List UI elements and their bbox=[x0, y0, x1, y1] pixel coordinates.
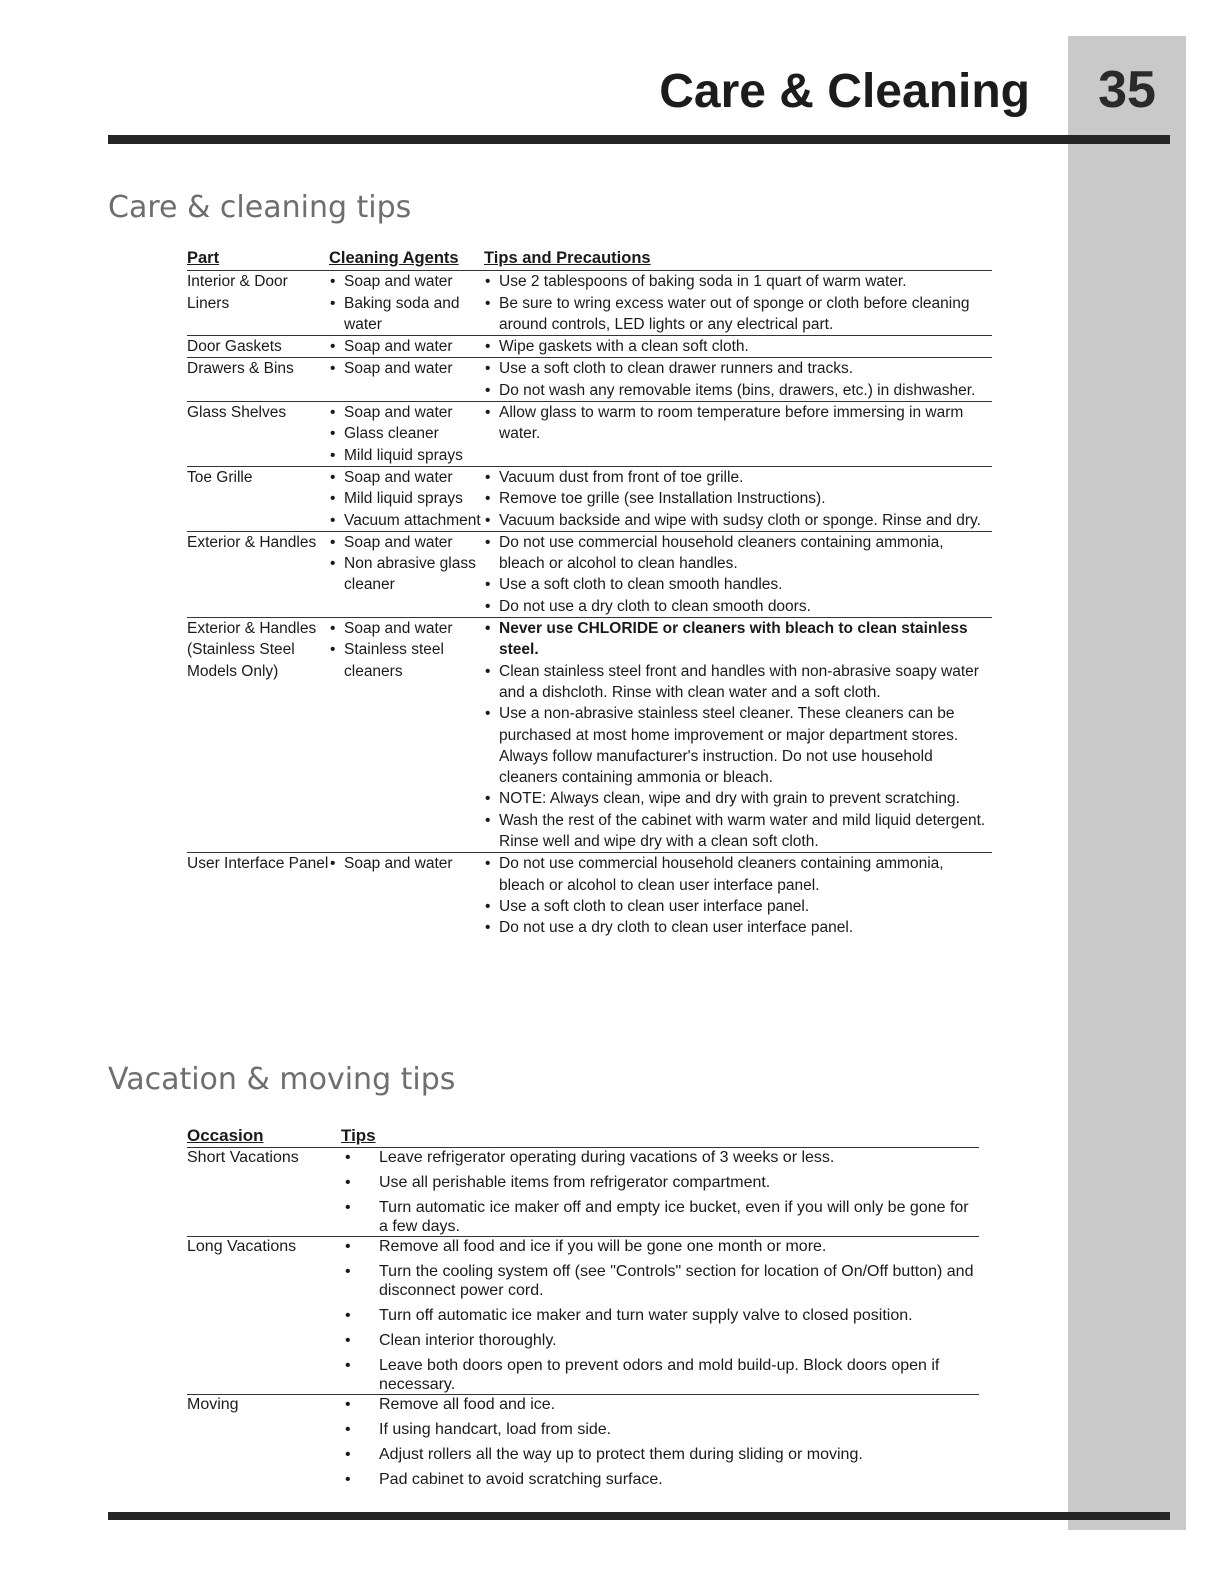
agent-item: • Stainless steel cleaners bbox=[329, 639, 484, 682]
agents-cell bbox=[329, 618, 484, 853]
table-row bbox=[187, 271, 992, 336]
tips-list bbox=[484, 358, 992, 401]
page-number: 35 bbox=[1098, 61, 1156, 119]
agents-cell bbox=[329, 466, 484, 531]
part-cell: Exterior & Handles bbox=[187, 531, 329, 617]
agent-item: • Soap and water bbox=[329, 336, 484, 357]
tip-item: • Be sure to wring excess water out of sponge or cloth before cleaning around controls, LED lights or any electrical part. bbox=[484, 293, 992, 336]
tip-item: • Do not use commercial household cleaners containing ammonia, bleach or alcohol to clean user interface panel. bbox=[484, 853, 992, 896]
column-header-part: Part bbox=[187, 248, 329, 271]
agents-cell bbox=[329, 853, 484, 939]
agents-list bbox=[329, 402, 484, 466]
agents-cell bbox=[329, 402, 484, 467]
tip-item: • Wash the rest of the cabinet with warm water and mild liquid detergent. Rinse well and wipe dry with a clean soft cloth. bbox=[484, 810, 992, 853]
tips-cell bbox=[341, 1237, 979, 1395]
tips-list bbox=[484, 853, 992, 938]
page-title: Care & Cleaning bbox=[659, 65, 1030, 118]
tips-list bbox=[484, 618, 992, 852]
occasion-cell: Short Vacations bbox=[187, 1148, 341, 1237]
tip-item: • Leave refrigerator operating during vacations of 3 weeks or less. bbox=[341, 1148, 979, 1167]
agent-item: • Mild liquid sprays bbox=[329, 445, 484, 466]
tips-cell bbox=[484, 853, 992, 939]
tip-item: • Clean interior thoroughly. bbox=[341, 1331, 979, 1350]
table-row bbox=[187, 358, 992, 402]
tips-list bbox=[341, 1148, 979, 1236]
column-header-occasion: Occasion bbox=[187, 1125, 341, 1148]
tip-item: • Turn off automatic ice maker and turn water supply valve to closed position. bbox=[341, 1306, 979, 1325]
agents-cell bbox=[329, 336, 484, 358]
agent-item: • Soap and water bbox=[329, 532, 484, 553]
agent-item: • Soap and water bbox=[329, 271, 484, 292]
tips-cell bbox=[484, 531, 992, 617]
tips-list bbox=[484, 271, 992, 335]
tips-list bbox=[341, 1395, 979, 1489]
agents-list bbox=[329, 532, 484, 596]
tip-item: • Use all perishable items from refrigerator compartment. bbox=[341, 1173, 979, 1192]
tips-cell bbox=[484, 466, 992, 531]
care-cleaning-table bbox=[187, 248, 992, 939]
tip-item: • Turn the cooling system off (see "Controls" section for location of On/Off button) and disconnect power cord. bbox=[341, 1262, 979, 1300]
agents-list bbox=[329, 618, 484, 682]
agents-cell bbox=[329, 271, 484, 336]
table-row bbox=[187, 466, 992, 531]
occasion-cell: Moving bbox=[187, 1396, 239, 1413]
agent-item: • Glass cleaner bbox=[329, 423, 484, 444]
agent-item: • Soap and water bbox=[329, 618, 484, 639]
part-cell: Door Gaskets bbox=[187, 336, 329, 358]
table-row bbox=[187, 531, 992, 617]
tip-item: • Adjust rollers all the way up to protect them during sliding or moving. bbox=[341, 1445, 979, 1464]
side-tab bbox=[1068, 36, 1186, 1530]
tip-item: • Remove all food and ice if you will be gone one month or more. bbox=[341, 1237, 979, 1256]
tips-cell bbox=[484, 336, 992, 358]
part-cell: Exterior & Handles (Stainless Steel Models Only) bbox=[187, 618, 329, 853]
table-row bbox=[187, 402, 992, 467]
tips-list bbox=[484, 467, 992, 531]
tip-item: • Use a soft cloth to clean smooth handles. bbox=[484, 574, 992, 595]
tips-list bbox=[484, 336, 992, 357]
agents-list bbox=[329, 467, 484, 531]
vacation-moving-table bbox=[187, 1125, 979, 1489]
table-row bbox=[187, 618, 992, 853]
agent-item: • Soap and water bbox=[329, 467, 484, 488]
part-cell: Glass Shelves bbox=[187, 402, 329, 467]
agent-item: • Soap and water bbox=[329, 853, 484, 874]
footer-rule bbox=[108, 1512, 1170, 1520]
part-cell: Drawers & Bins bbox=[187, 358, 329, 402]
agent-item: • Non abrasive glass cleaner bbox=[329, 553, 484, 596]
tips-cell bbox=[341, 1395, 979, 1490]
tip-item: • NOTE: Always clean, wipe and dry with grain to prevent scratching. bbox=[484, 788, 992, 809]
vacation-section-title: Vacation & moving tips bbox=[108, 1062, 456, 1097]
part-cell: Interior & Door Liners bbox=[187, 271, 329, 336]
agents-list bbox=[329, 358, 484, 379]
tips-list bbox=[484, 532, 992, 617]
table-row bbox=[187, 1395, 979, 1490]
agent-item: • Soap and water bbox=[329, 358, 484, 379]
tip-item: • Allow glass to warm to room temperature before immersing in warm water. bbox=[484, 402, 992, 445]
agent-item: • Mild liquid sprays bbox=[329, 488, 484, 509]
tip-item: • Pad cabinet to avoid scratching surface. bbox=[341, 1470, 979, 1489]
agents-list bbox=[329, 271, 484, 335]
agent-item: • Vacuum attachment bbox=[329, 510, 484, 531]
tip-item: • Leave both doors open to prevent odors and mold build-up. Block doors open if necessary. bbox=[341, 1356, 979, 1394]
part-cell: User Interface Panel bbox=[187, 855, 329, 873]
tips-list bbox=[484, 402, 992, 445]
agents-cell bbox=[329, 358, 484, 402]
tip-item: • Wipe gaskets with a clean soft cloth. bbox=[484, 336, 992, 357]
agent-item: • Soap and water bbox=[329, 402, 484, 423]
table-header-row bbox=[187, 248, 992, 271]
tips-cell bbox=[484, 618, 992, 853]
table-header-row bbox=[187, 1125, 979, 1148]
tip-item: • Use a soft cloth to clean drawer runners and tracks. bbox=[484, 358, 992, 379]
table-row bbox=[187, 853, 992, 939]
table-row bbox=[187, 336, 992, 358]
table-row bbox=[187, 1237, 979, 1395]
tips-cell bbox=[484, 358, 992, 402]
tip-item: • Do not use a dry cloth to clean smooth doors. bbox=[484, 596, 992, 617]
agents-cell bbox=[329, 531, 484, 617]
tips-cell bbox=[341, 1148, 979, 1237]
part-cell: Toe Grille bbox=[187, 466, 329, 531]
tips-cell bbox=[484, 271, 992, 336]
care-section-title: Care & cleaning tips bbox=[108, 190, 412, 225]
tip-item: • Use a non-abrasive stainless steel cleaner. These cleaners can be purchased at most home improvement or major department stores. Always follow manufacturer's instruction. Do not use household cleaners containing ammonia or bleach. bbox=[484, 703, 992, 788]
tip-item: • Vacuum backside and wipe with sudsy cloth or sponge. Rinse and dry. bbox=[484, 510, 992, 531]
tip-item: • Never use CHLORIDE or cleaners with bleach to clean stainless steel. bbox=[484, 618, 992, 661]
agent-item: • Baking soda and water bbox=[329, 293, 484, 336]
tip-item: • Do not wash any removable items (bins, drawers, etc.) in dishwasher. bbox=[484, 380, 992, 401]
tip-item: • Use 2 tablespoons of baking soda in 1 quart of warm water. bbox=[484, 271, 992, 292]
tip-item: • Do not use a dry cloth to clean user interface panel. bbox=[484, 917, 992, 938]
tip-item: • Remove all food and ice. bbox=[341, 1395, 979, 1414]
agents-list bbox=[329, 336, 484, 357]
tip-item: • Vacuum dust from front of toe grille. bbox=[484, 467, 992, 488]
occasion-cell: Long Vacations bbox=[187, 1237, 341, 1395]
column-header-agents: Cleaning Agents bbox=[329, 248, 484, 271]
tip-item: • If using handcart, load from side. bbox=[341, 1420, 979, 1439]
tip-item: • Clean stainless steel front and handles with non-abrasive soapy water and a dishcloth. Rinse with clean water and a soft cloth. bbox=[484, 661, 992, 704]
header-rule bbox=[108, 135, 1170, 144]
column-header-tips: Tips bbox=[341, 1125, 979, 1148]
tip-item: • Turn automatic ice maker off and empty ice bucket, even if you will only be gone for a few days. bbox=[341, 1198, 979, 1236]
agents-list bbox=[329, 853, 484, 874]
tip-item: • Remove toe grille (see Installation Instructions). bbox=[484, 488, 992, 509]
tips-list bbox=[341, 1237, 979, 1394]
tip-item: • Do not use commercial household cleaners containing ammonia, bleach or alcohol to clean handles. bbox=[484, 532, 992, 575]
table-row bbox=[187, 1148, 979, 1237]
column-header-tips: Tips and Precautions bbox=[484, 248, 992, 271]
tips-cell bbox=[484, 402, 992, 467]
tip-item: • Use a soft cloth to clean user interface panel. bbox=[484, 896, 992, 917]
